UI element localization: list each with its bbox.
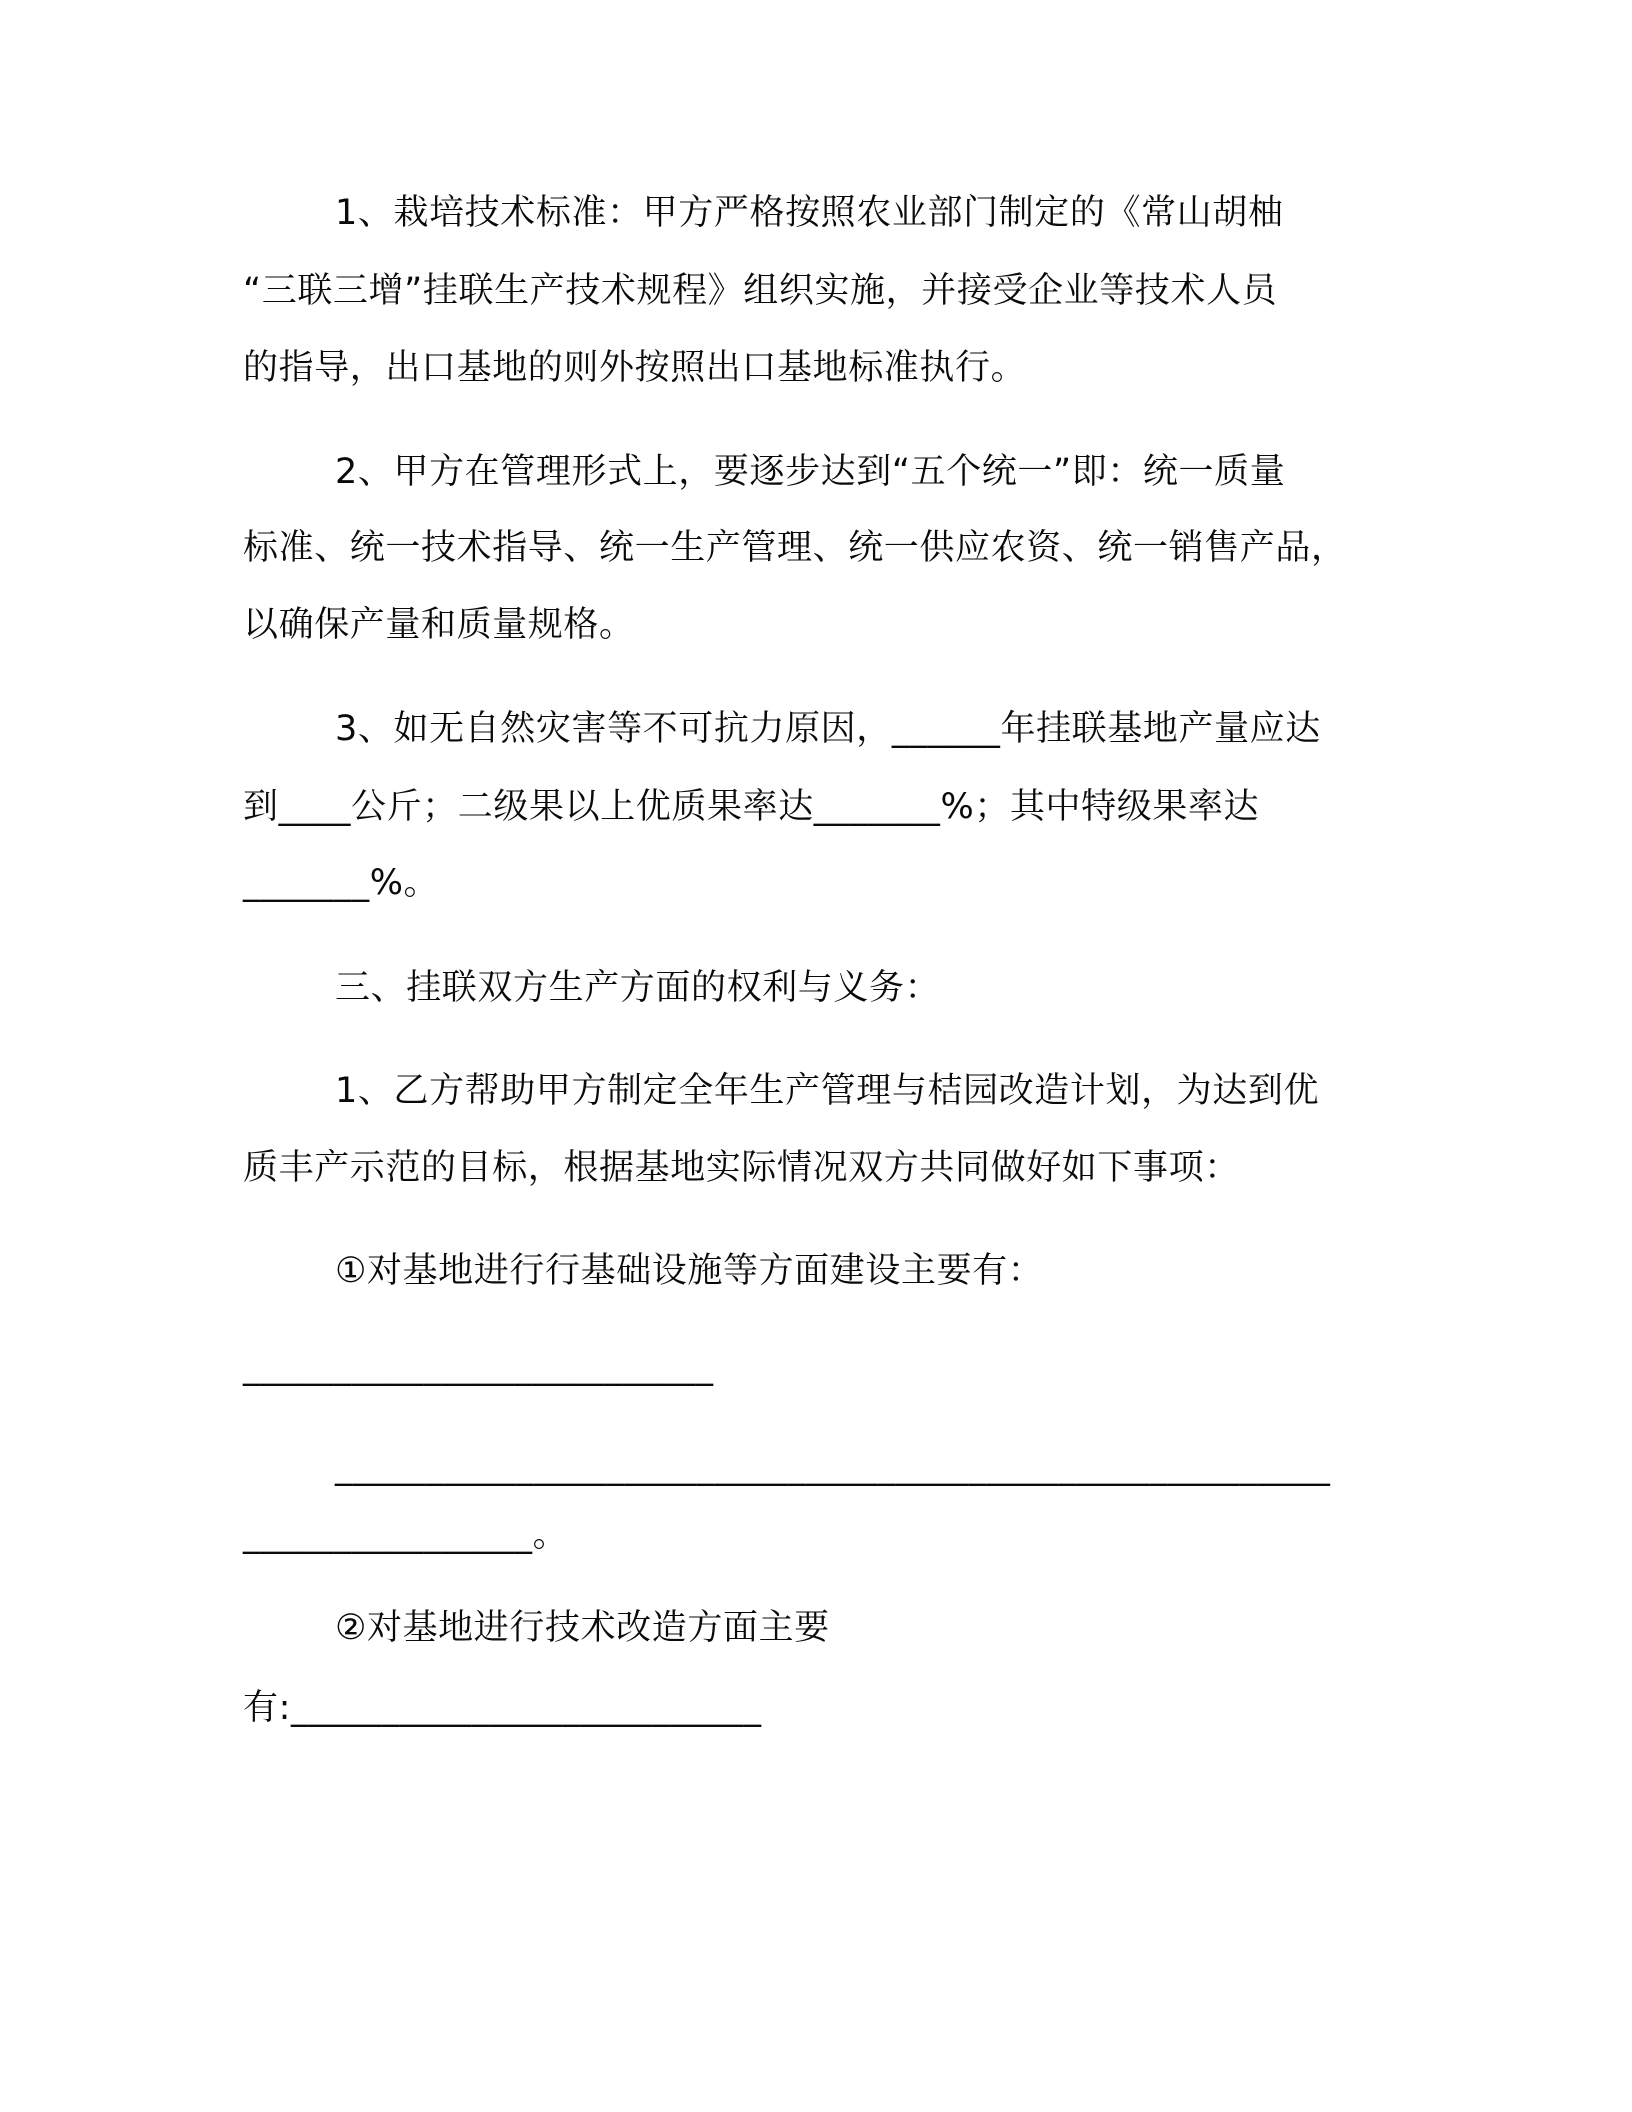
item-1-blank-line-2: _______________________________________________________: [335, 1447, 1331, 1487]
obligation-1-line-2: 质丰产示范的目标，根据基地实际情况双方共同做好如下事项：: [243, 1148, 1240, 1188]
clause-2-line-2: 标准、统一技术指导、统一生产管理、统一供应农资、统一销售产品，: [243, 528, 1347, 568]
clause-1-line-2: “三联三增”挂联生产技术规程》组织实施，并接受企业等技术人员: [243, 271, 1278, 311]
clause-3-line-1: 3、如无自然灾害等不可抗力原因，______年挂联基地产量应达: [335, 709, 1321, 749]
clause-2-line-1: 2、甲方在管理形式上，要逐步达到“五个统一”即：统一质量: [335, 452, 1286, 492]
clause-1-line-3: 的指导，出口基地的则外按照出口基地标准执行。: [243, 348, 1027, 388]
item-2-heading: ②对基地进行技术改造方面主要: [335, 1608, 830, 1648]
clause-2-line-3: 以确保产量和质量规格。: [243, 605, 635, 645]
item-1-heading: ①对基地进行行基础设施等方面建设主要有：: [335, 1251, 1044, 1291]
obligation-1-line-1: 1、乙方帮助甲方制定全年生产管理与桔园改造计划，为达到优: [335, 1071, 1320, 1111]
clause-1-line-1: 1、栽培技术标准：甲方严格按照农业部门制定的《常山胡柚: [335, 193, 1284, 233]
item-2-blank-line: 有:__________________________: [243, 1688, 762, 1728]
item-1-blank-line-3: ________________。: [243, 1515, 569, 1555]
clause-3-line-3: _______%。: [243, 863, 440, 903]
item-1-blank-line-1: __________________________: [243, 1347, 714, 1387]
clause-3-line-2: 到____公斤；二级果以上优质果率达_______%；其中特级果率达: [243, 787, 1260, 827]
section-heading: 三、挂联双方生产方面的权利与义务：: [335, 968, 941, 1008]
